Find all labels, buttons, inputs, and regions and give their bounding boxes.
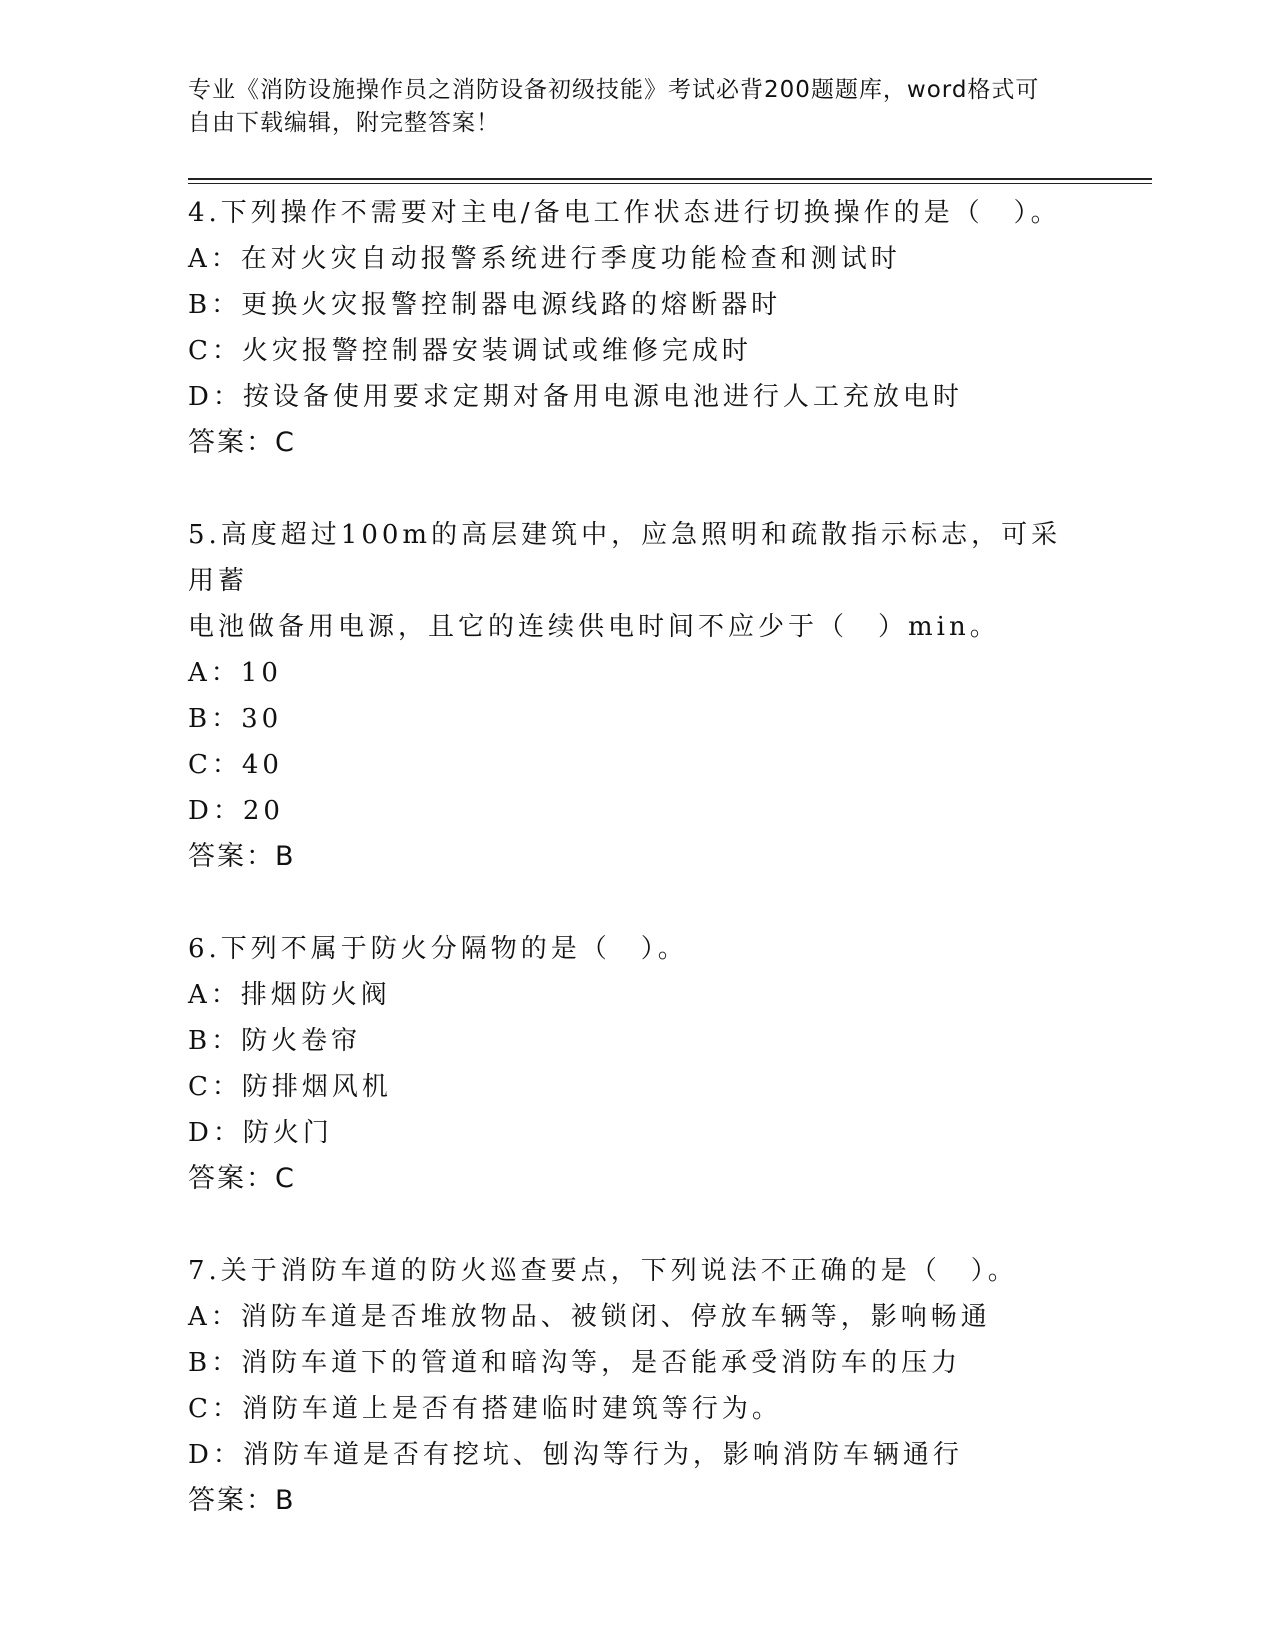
option-b: B：防火卷帘	[188, 1026, 362, 1056]
spacer	[188, 466, 1088, 512]
document-header	[188, 74, 1088, 140]
question-list	[188, 190, 1088, 1524]
question-stem: 6.下列不属于防火分隔物的是（ ）。	[188, 934, 688, 964]
header-divider-thin	[188, 183, 1152, 184]
question-6	[188, 926, 1088, 1202]
option-c: C：防排烟风机	[188, 1072, 392, 1102]
option-c: C：消防车道上是否有搭建临时建筑等行为。	[188, 1394, 782, 1424]
option-d: D：消防车道是否有挖坑、刨沟等行为，影响消防车辆通行	[188, 1440, 963, 1470]
header-divider-thick	[188, 178, 1152, 180]
option-d: D：20	[188, 796, 284, 826]
question-stem: 7.关于消防车道的防火巡查要点，下列说法不正确的是（ ）。	[188, 1256, 1018, 1286]
question-4	[188, 190, 1088, 466]
option-a: A：排烟防火阀	[188, 980, 391, 1010]
answer: 答案：C	[188, 1163, 296, 1194]
option-c: C：40	[188, 750, 283, 780]
option-d: D：防火门	[188, 1118, 333, 1148]
answer: 答案：C	[188, 427, 296, 458]
answer: 答案：B	[188, 1485, 296, 1516]
option-a: A：消防车道是否堆放物品、被锁闭、停放车辆等，影响畅通	[188, 1302, 991, 1332]
question-stem-continued: 电池做备用电源，且它的连续供电时间不应少于（ ）min。	[188, 612, 1000, 642]
option-a: A：10	[188, 658, 282, 688]
header-line-1: 专业《消防设施操作员之消防设备初级技能》考试必背200题题库，word格式可	[188, 77, 1040, 103]
header-line-2: 自由下载编辑，附完整答案！	[188, 110, 500, 136]
question-stem: 4.下列操作不需要对主电/备电工作状态进行切换操作的是（ ）。	[188, 198, 1061, 228]
option-d: D：按设备使用要求定期对备用电源电池进行人工充放电时	[188, 382, 963, 412]
answer: 答案：B	[188, 841, 296, 872]
spacer	[188, 880, 1088, 926]
question-stem: 5.高度超过100m的高层建筑中，应急照明和疏散指示标志，可采用蓄	[188, 520, 1062, 596]
question-7	[188, 1248, 1088, 1524]
spacer	[188, 1202, 1088, 1248]
option-b: B：30	[188, 704, 283, 734]
question-5	[188, 512, 1088, 880]
option-c: C：火灾报警控制器安装调试或维修完成时	[188, 336, 752, 366]
option-a: A：在对火灾自动报警系统进行季度功能检查和测试时	[188, 244, 901, 274]
option-b: B：更换火灾报警控制器电源线路的熔断器时	[188, 290, 782, 320]
option-b: B：消防车道下的管道和暗沟等，是否能承受消防车的压力	[188, 1348, 962, 1378]
